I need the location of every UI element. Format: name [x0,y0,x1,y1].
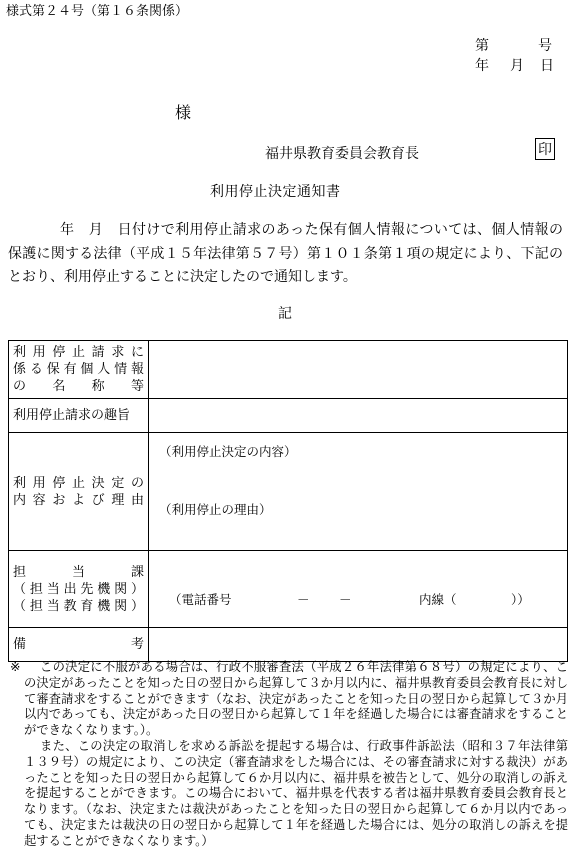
label-line: 内容および理由 [13,492,144,508]
label-personal-info [9,341,149,399]
label-remarks [9,628,149,662]
label-request-purpose [9,399,149,433]
form-number: 様式第２４号（第１６条関係） [6,4,189,19]
notice-body: 年 月 日付けで利用停止請求のあった保有個人情報については、個人情報の保護に関する法律（平成１５年法律第５７号）第１０１条第１項の規定により、下記のとおり、利用停止することに決定したので通知します。 [8,222,563,285]
value-department [149,551,568,628]
date-year-label: 年 [475,58,489,74]
phone-number-label: （電話番号 [169,592,232,607]
date-month-label: 月 [510,58,524,74]
label-line: の 名 称 等 [13,379,144,394]
sender-name: 福井県教育委員会教育長 [265,146,419,162]
label-line: （担当教育機関） [13,598,144,614]
note-mark: ※ [10,660,21,674]
label-line: 係る保有個人情報 [13,362,144,377]
label-decision [9,433,149,551]
phone-dash: － [339,592,352,607]
extension-label: 内線（ [419,592,457,607]
label-department [9,551,149,628]
document-number-suffix: 号 [538,38,552,54]
document-title: 利用停止決定通知書 [210,184,341,200]
table-row-request-purpose [9,399,568,433]
document-number-label: 第 [475,38,489,54]
date-day-label: 日 [540,58,554,74]
decision-reason-heading: （利用停止の理由） [159,502,272,517]
label-line: 利用停止請求に [13,345,144,360]
seal-stamp: 印 [535,138,555,160]
note-lawsuit-paragraph: また、この決定の取消しを求める訴訟を提起する場合は、行政事件訴訟法（昭和３７年法律第１３９号）の規定により、この決定（審査請求をした場合には、その審査請求に対する裁決）があったことを知った日の翌日から起算して６か月以内に、福井県を被告として、処分の取消しの訴えを提起することができます。この場合において、福井県を代表する者は福井県教育委員会教育長となります。（なお、決定または裁決があったことを知った日の翌日から起算して６か月以内であっても、決定または裁決の日の翌日から起算して１年を経過した場合には、処分の取消しの訴えを提起することができなくなります。） [24,738,568,848]
extension-close: ）） [511,592,530,607]
notes-section [8,660,568,850]
table-row-department [9,551,568,628]
label-text: 備 考 [13,637,144,652]
phone-dash: － [297,592,310,607]
label-line: 担 当 課 [13,564,144,580]
value-personal-info [149,341,568,399]
table-row-decision [9,433,568,551]
value-request-purpose [149,399,568,433]
table-row-personal-info [9,341,568,399]
label-text: 利用停止請求の趣旨 [13,408,131,423]
note-appeal-paragraph: この決定に不服がある場合は、行政不服審査法（平成２６年法律第６８号）の規定により、この決定があったことを知った日の翌日から起算して３か月以内に、福井県教育委員会教育長に対して審査請求をすることができます（なお、決定があったことを知った日の翌日から起算して３か月以内であっても、決定があった日の翌日から起算して１年を経過した場合には審査請求をすることができなくなります。）。 [24,660,568,738]
decision-content-heading: （利用停止決定の内容） [159,444,297,459]
addressee-honorific: 様 [175,103,192,122]
ki-heading: 記 [278,306,292,322]
label-line: （担当出先機関） [13,581,144,597]
value-decision [149,433,568,551]
table-row-remarks [9,628,568,662]
value-remarks [149,628,568,662]
decision-table [8,340,568,662]
label-line: 利用停止決定の [13,475,144,491]
